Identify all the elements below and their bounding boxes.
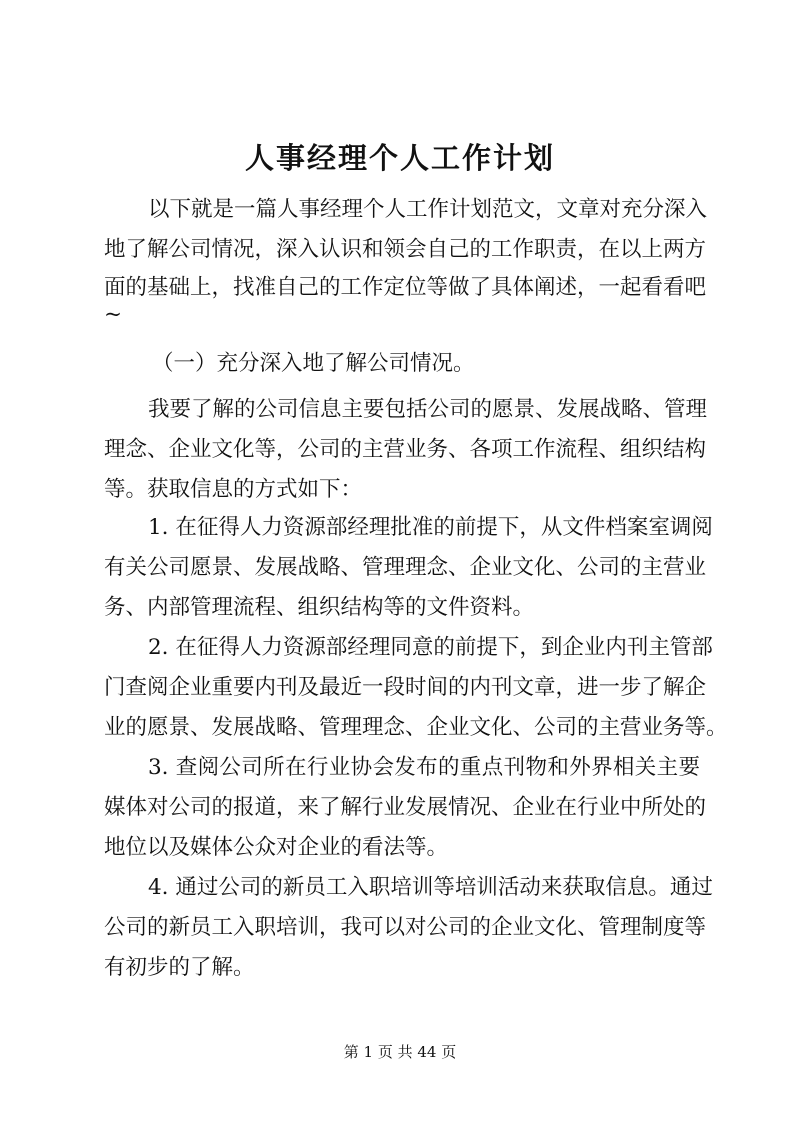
item3-line-2: 媒体对公司的报道，来了解行业发展情况、企业在行业中所处的 [104,795,707,820]
item1-line-2: 有关公司愿景、发展战略、管理理念、企业文化、公司的主营业 [104,555,707,580]
item4-line-1: 4. 通过公司的新员工入职培训等培训活动来获取信息。通过 [148,875,713,900]
intro-line-2: 地了解公司情况，深入认识和领会自己的工作职责，在以上两方 [104,237,707,262]
item3-line-1: 3. 查阅公司所在行业协会发布的重点刊物和外界相关主要 [148,755,700,780]
intro-line-1: 以下就是一篇人事经理个人工作计划范文，文章对充分深入 [148,197,708,222]
para1-line-3: 等。获取信息的方式如下： [104,477,363,502]
intro-line-4: ~ [104,302,123,327]
item1-line-3: 务、内部管理流程、组织结构等的文件资料。 [104,595,535,620]
item2-line-3: 业的愿景、发展战略、管理理念、企业文化、公司的主营业务等。 [104,715,728,740]
para1-line-2: 理念、企业文化等，公司的主营业务、各项工作流程、组织结构 [104,437,707,462]
item2-line-2: 门查阅企业重要内刊及最近一段时间的内刊文章，进一步了解企 [104,675,707,700]
item4-line-2: 公司的新员工入职培训，我可以对公司的企业文化、管理制度等 [104,915,707,940]
intro-line-3: 面的基础上，找准自己的工作定位等做了具体阐述，一起看看吧 [104,275,707,300]
item2-line-1: 2. 在征得人力资源部经理同意的前提下，到企业内刊主管部 [148,635,713,660]
item3-line-3: 地位以及媒体公众对企业的看法等。 [104,835,449,860]
document-title: 人事经理个人工作计划 [244,141,555,175]
item4-line-3: 有初步的了解。 [104,955,255,980]
para1-line-1: 我要了解的公司信息主要包括公司的愿景、发展战略、管理 [148,397,708,422]
section-heading: （一）充分深入地了解公司情况。 [152,351,475,376]
item1-line-1: 1. 在征得人力资源部经理批准的前提下，从文件档案室调阅 [148,515,713,540]
page-footer: 第 1 页 共 44 页 [343,1043,457,1061]
